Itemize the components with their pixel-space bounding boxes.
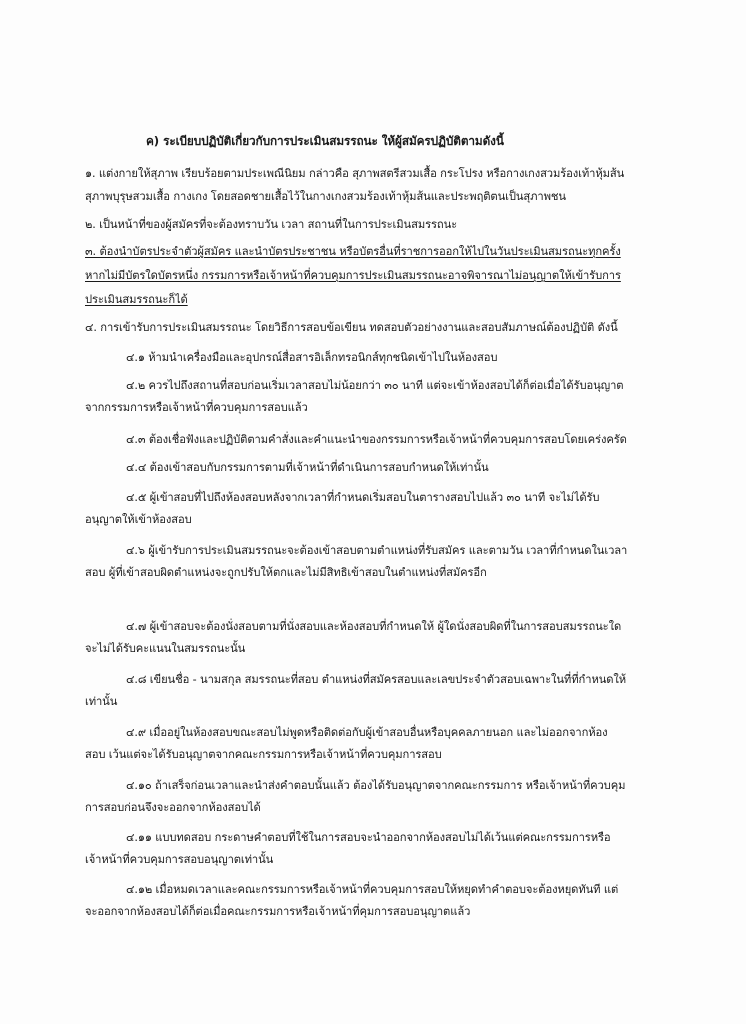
sub-item-4-7-line-1: ๔.๗ ผู้เข้าสอบจะต้องนั่งสอบตามที่นั่งสอบและห้องสอบที่กำหนดให้ ผู้ใดนั่งสอบผิดที่ในการสอบสมรรถนะใด [126, 620, 622, 633]
item-2-line-1: ๒. เป็นหน้าที่ของผู้สมัครที่จะต้องทราบวัน เวลา สถานที่ในการประเมินสมรรถนะ [85, 218, 458, 231]
sub-item-4-5-line-1: ๔.๕ ผู้เข้าสอบที่ไปถึงห้องสอบหลังจากเวลาที่กำหนดเริ่มสอบในตารางสอบไปแล้ว ๓๐ นาที จะไม่ได้รับ [126, 491, 600, 504]
sub-item-4-2-line-2: จากกรรมการหรือเจ้าหน้าที่ควบคุมการสอบแล้ว [85, 401, 308, 414]
item-3-line-2: หากไม่มีบัตรใดบัตรหนึ่ง กรรมการหรือเจ้าหน้าที่ควบคุมการประเมินสมรรถนะอาจพิจารณาไม่อนุญาตให้เข้ารับการ [85, 269, 621, 282]
item-1-line-2: สุภาพบุรุษสวมเสื้อ กางเกง โดยสอดชายเสื้อไว้ในกางเกงสวมร้องเท้าหุ้มส้นและประพฤติตนเป็นสุภาพชน [85, 190, 566, 203]
section-title: ค) ระเบียบปฏิบัติเกี่ยวกับการประเมินสมรรถนะ ให้ผู้สมัครปฏิบัติตามดังนี้ [146, 134, 504, 148]
item-3-line-1: ๓. ต้องนำบัตรประจำตัวผู้สมัคร และนำบัตรประชาชน หรือบัตรอื่นที่ราชการออกให้ไปในวันประเมินสมรถนะทุกครั้ง [85, 245, 621, 258]
sub-item-4-6-line-1: ๔.๖ ผู้เข้ารับการประเมินสมรรถนะจะต้องเข้าสอบตามตำแหน่งที่รับสมัคร และตามวัน เวลาที่กำหนดในเวลา [126, 544, 628, 557]
sub-item-4-12-line-2: จะออกจากห้องสอบได้ก็ต่อเมื่อคณะกรรมการหรือเจ้าหน้าที่คุมการสอบอนุญาตแล้ว [85, 905, 471, 918]
sub-item-4-9-line-2: สอบ เว้นแต่จะได้รับอนุญาตจากคณะกรรมการหรือเจ้าหน้าที่ควบคุมการสอบ [85, 748, 442, 761]
sub-item-4-9-line-1: ๔.๙ เมื่ออยู่ในห้องสอบขณะสอบไม่พูดหรือติดต่อกับผู้เข้าสอบอื่นหรือบุคคลภายนอก และไม่ออกจากห้อง [126, 726, 608, 739]
sub-item-4-11-line-1: ๔.๑๑ แบบทดสอบ กระดาษคำตอบที่ใช้ในการสอบจะนำออกจากห้องสอบไม่ได้เว้นแต่คณะกรรมการหรือ [126, 831, 611, 844]
item-1-line-1: ๑. แต่งกายให้สุภาพ เรียบร้อยตามประเพณีนิยม กล่าวคือ สุภาพสตรีสวมเสื้อ กระโปรง หรือกางเกงสวมร้องเท้าหุ้มส้น [85, 167, 625, 180]
sub-item-4-1: ๔.๑ ห้ามนำเครื่องมือและอุปกรณ์สื่อสารอิเล็กทรอนิกส์ทุกชนิดเข้าไปในห้องสอบ [126, 351, 498, 364]
sub-item-4-8-line-2: เท่านั้น [85, 695, 118, 708]
sub-item-4-2-line-1: ๔.๒ ควรไปถึงสถานที่สอบก่อนเริ่มเวลาสอบไม่น้อยกว่า ๓๐ นาที แต่จะเข้าห้องสอบได้ก็ต่อเมื่อได้รับอนุญาต [126, 379, 624, 392]
sub-item-4-10-line-1: ๔.๑๐ ถ้าเสร็จก่อนเวลาและนำส่งคำตอบนั้นแล้ว ต้องได้รับอนุญาตจากคณะกรรมการ หรือเจ้าหน้าที่ควบคุม [126, 779, 626, 792]
item-3-line-3: ประเมินสมรรถนะก็ได้ [85, 293, 188, 306]
sub-item-4-11-line-2: เจ้าหน้าที่ควบคุมการสอบอนุญาตเท่านั้น [85, 853, 274, 866]
sub-item-4-3: ๔.๓ ต้องเชื่อฟังและปฏิบัติตามคำสั่งและคำแนะนำของกรรมการหรือเจ้าหน้าที่ควบคุมการสอบโดยเคร่งครัด [126, 433, 627, 446]
sub-item-4-8-line-1: ๔.๘ เขียนชื่อ - นามสกุล สมรรถนะที่สอบ ตำแหน่งที่สมัครสอบและเลขประจำตัวสอบเฉพาะในที่ที่กำหนดให้ [126, 673, 627, 686]
sub-item-4-12-line-1: ๔.๑๒ เมื่อหมดเวลาและคณะกรรมการหรือเจ้าหน้าที่ควบคุมการสอบให้หยุดทำคำตอบจะต้องหยุดทันที แต่ [126, 883, 619, 896]
item-4-line-1: ๔. การเข้ารับการประเมินสมรรถนะ โดยวิธีการสอบข้อเขียน ทดสอบตัวอย่างงานและสอบสัมภาษณ์ต้องปฏิบัติ ดังนี้ [85, 321, 618, 334]
sub-item-4-10-line-2: การสอบก่อนจึงจะออกจากห้องสอบได้ [85, 801, 261, 814]
sub-item-4-6-line-2: สอบ ผู้ที่เข้าสอบผิดตำแหน่งจะถูกปรับให้ตกและไม่มีสิทธิเข้าสอบในตำแหน่งที่สมัครอีก [85, 566, 487, 579]
sub-item-4-4: ๔.๔ ต้องเข้าสอบกับกรรมการตามที่เจ้าหน้าที่ดำเนินการสอบกำหนดให้เท่านั้น [126, 461, 489, 474]
sub-item-4-7-line-2: จะไม่ได้รับคะแนนในสมรรถนะนั้น [85, 642, 246, 655]
sub-item-4-5-line-2: อนุญาตให้เข้าห้องสอบ [85, 513, 192, 526]
